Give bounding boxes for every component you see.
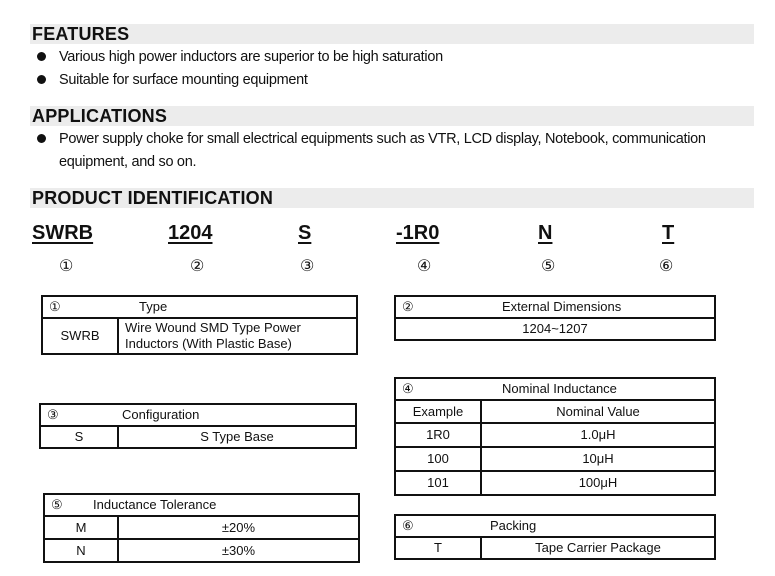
code-part-inductance: -1R0: [396, 222, 440, 244]
tolerance-table-number: ⑤: [51, 497, 63, 512]
inductance-value: 100μH: [481, 471, 715, 495]
packing-description: Tape Carrier Package: [481, 537, 715, 559]
inductance-value: 1.0μH: [481, 423, 715, 447]
code-mark-3: ③: [300, 258, 315, 275]
type-table-number: ①: [49, 299, 61, 314]
tolerance-table-header: [44, 494, 359, 516]
features-header-bar: [30, 24, 754, 44]
tolerance-value: ±30%: [118, 539, 359, 562]
dimensions-value: 1204~1207: [395, 318, 715, 340]
type-description: [118, 318, 357, 354]
inductance-table-number: ④: [402, 381, 414, 396]
tolerance-table-title: Inductance Tolerance: [93, 497, 217, 512]
code-mark-4: ④: [417, 258, 432, 275]
packing-table-title: Packing: [490, 518, 537, 533]
type-description-line-2: Inductors (With Plastic Base): [125, 336, 292, 351]
feature-item-1: Various high power inductors are superior to be high saturation: [59, 49, 443, 65]
configuration-description: S Type Base: [118, 426, 356, 448]
type-table: [41, 295, 358, 355]
code-mark-5: ⑤: [541, 258, 556, 275]
inductance-code: 100: [395, 447, 481, 471]
tolerance-value: ±20%: [118, 516, 359, 539]
dimensions-table-header: [395, 296, 715, 318]
configuration-code: S: [40, 426, 118, 448]
applications-title: APPLICATIONS: [32, 106, 168, 126]
dimensions-table-number: ②: [402, 299, 414, 314]
code-part-configuration: S: [298, 222, 312, 244]
inductance-table: [394, 377, 716, 496]
type-table-title: Type: [139, 299, 168, 314]
code-part-packing: T: [662, 222, 675, 244]
packing-table-header: [395, 515, 715, 537]
inductance-code: 101: [395, 471, 481, 495]
inductance-code: 1R0: [395, 423, 481, 447]
type-table-header: [42, 296, 357, 318]
packing-table-number: ⑥: [402, 518, 414, 533]
inductance-col-example: Example: [395, 400, 481, 423]
packing-table: [394, 514, 716, 560]
inductance-table-header: [395, 378, 715, 400]
application-line-2: equipment, and so on.: [59, 154, 197, 170]
dimensions-table: [394, 295, 716, 341]
tolerance-table: [43, 493, 360, 563]
code-part-tolerance: N: [538, 222, 553, 244]
inductance-col-value: Nominal Value: [481, 400, 715, 423]
configuration-table-header: [40, 404, 356, 426]
code-mark-1: ①: [59, 258, 74, 275]
code-mark-2: ②: [190, 258, 205, 275]
configuration-table: [39, 403, 357, 449]
code-part-dimension: 1204: [168, 222, 213, 244]
configuration-table-title: Configuration: [122, 407, 200, 422]
inductance-value: 10μH: [481, 447, 715, 471]
feature-item-2: Suitable for surface mounting equipment: [59, 72, 308, 88]
configuration-table-number: ③: [47, 407, 59, 422]
application-line-1: Power supply choke for small electrical equipments such as VTR, LCD display, Notebook, communication: [59, 131, 706, 147]
type-description-line-1: Wire Wound SMD Type Power: [125, 320, 301, 335]
code-part-series: SWRB: [32, 222, 94, 244]
tolerance-code: N: [44, 539, 118, 562]
inductance-table-title: Nominal Inductance: [502, 381, 617, 396]
dimensions-table-title: External Dimensions: [502, 299, 622, 314]
identification-title: PRODUCT IDENTIFICATION: [32, 188, 274, 208]
tolerance-code: M: [44, 516, 118, 539]
code-mark-6: ⑥: [659, 258, 674, 275]
bullet-icon: [37, 75, 46, 84]
bullet-icon: [37, 52, 46, 61]
type-code: SWRB: [42, 318, 118, 354]
bullet-icon: [37, 134, 46, 143]
features-title: FEATURES: [32, 24, 130, 44]
packing-code: T: [395, 537, 481, 559]
